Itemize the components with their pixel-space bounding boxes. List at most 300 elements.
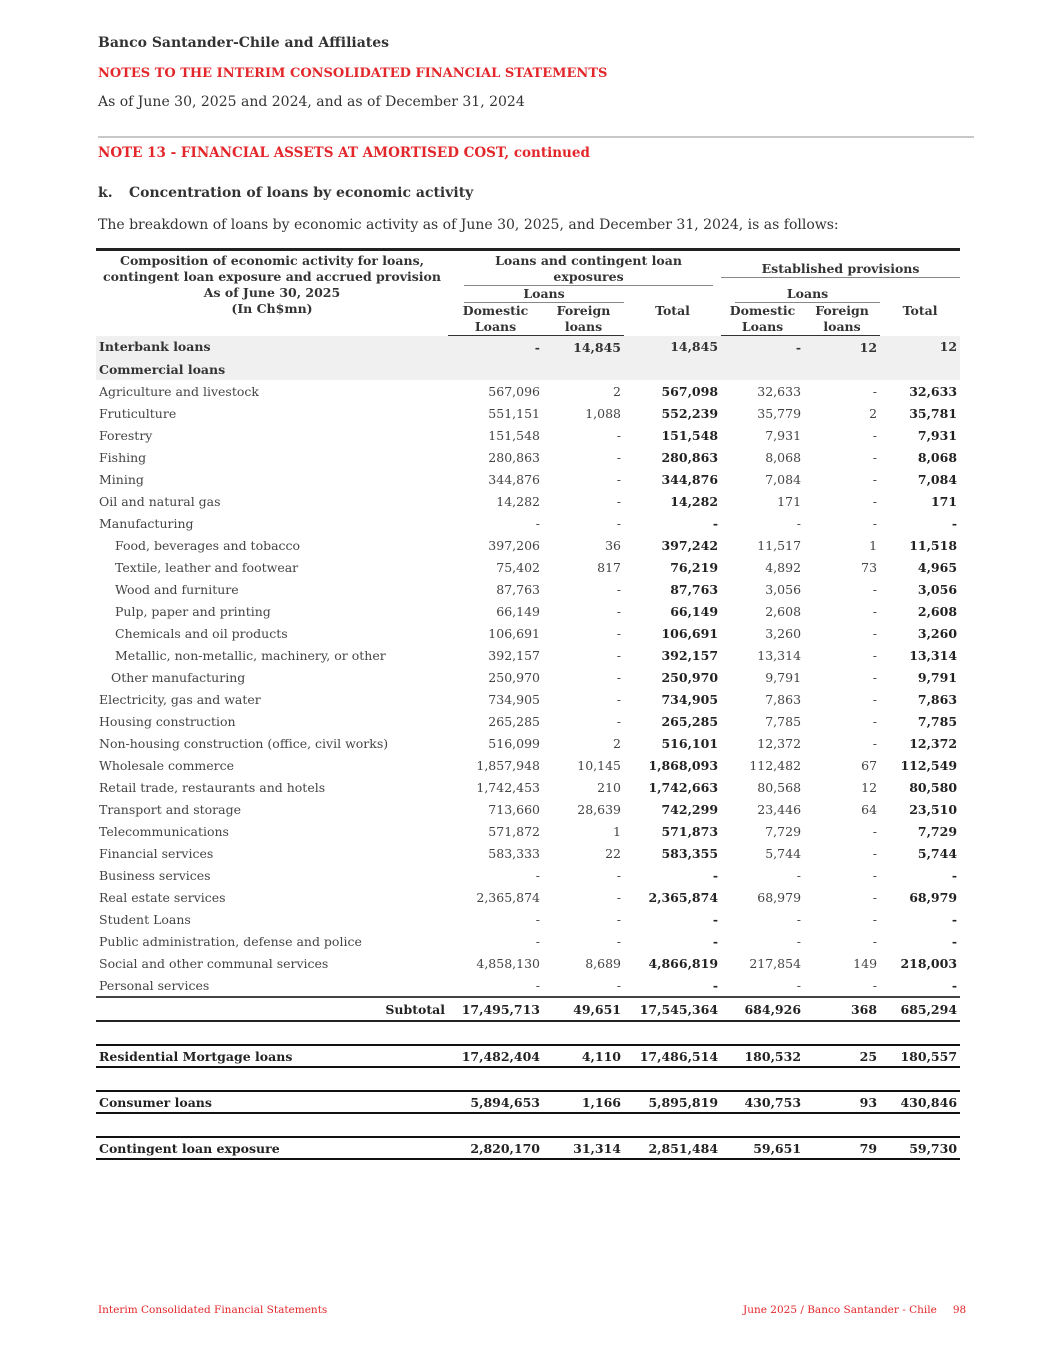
header-line: Foreign <box>815 303 869 318</box>
intro-text: The breakdown of loans by economic activity as of June 30, 2025, and December 31, 2024, is as follows: <box>98 217 839 233</box>
total-cell: 106,691 <box>661 625 719 641</box>
spacer-cell <box>96 1067 960 1091</box>
domestic-loans-cell: 2,365,874 <box>476 889 540 905</box>
table-row <box>96 710 960 732</box>
table-row <box>96 622 960 644</box>
row-label: Pulp, paper and printing <box>115 603 271 619</box>
foreign-loans-cell: 8,689 <box>585 955 621 971</box>
row-label: Electricity, gas and water <box>99 691 261 707</box>
row-label: Fruticulture <box>99 405 177 421</box>
table-row <box>96 820 960 842</box>
row-label: Textile, leather and footwear <box>115 559 299 575</box>
row-label: Residential Mortgage loans <box>96 1045 448 1067</box>
total-cell: 14,845 <box>624 336 721 359</box>
row-label: Student Loans <box>99 911 191 927</box>
provision-foreign-cell: 12 <box>804 336 880 359</box>
provision-domestic-cell: - <box>796 515 802 531</box>
header-line: Domestic <box>729 303 796 318</box>
total-cell: 76,219 <box>670 559 719 575</box>
row-label: Personal services <box>99 977 210 993</box>
provision-foreign-cell: - <box>872 383 878 399</box>
provision-foreign-cell: 73 <box>861 559 878 575</box>
row-label: Public administration, defense and police <box>99 933 362 949</box>
total-cell: 344,876 <box>661 471 719 487</box>
provision-total-cell: 12,372 <box>909 735 958 751</box>
table-row <box>96 600 960 622</box>
provision-total-cell: 4,965 <box>917 559 958 575</box>
label-header-line: contingent loan exposure and accrued provision <box>103 269 441 284</box>
provision-total-cell: 218,003 <box>900 955 958 971</box>
provision-domestic-cell: 8,068 <box>765 449 802 465</box>
row-label: Business services <box>99 867 211 883</box>
section-title: Concentration of loans by economic activity <box>129 185 474 201</box>
provision-total-cell: 7,084 <box>917 471 958 487</box>
foreign-loans-cell: - <box>616 867 621 883</box>
footer-left: Interim Consolidated Financial Statements <box>98 1304 328 1316</box>
domestic-loans-cell: 106,691 <box>488 625 540 641</box>
header-line: loans <box>564 319 603 334</box>
table-row <box>96 578 960 600</box>
total-row <box>96 1091 960 1113</box>
provision-domestic-cell: 3,056 <box>765 581 802 597</box>
provision-foreign-cell: 149 <box>853 955 878 971</box>
domestic-loans-cell: - <box>448 336 543 359</box>
total-cell: 4,866,819 <box>648 955 719 971</box>
foreign-loans-cell: - <box>616 449 621 465</box>
row-label: Agriculture and livestock <box>99 383 259 399</box>
provision-domestic-cell: - <box>796 911 802 927</box>
provision-foreign-cell: - <box>872 603 878 619</box>
foreign-loans-cell: - <box>616 581 621 597</box>
foreign-loans-cell: - <box>616 493 621 509</box>
domestic-loans-cell: 713,660 <box>488 801 540 817</box>
provision-domestic-cell: 23,446 <box>757 801 802 817</box>
total-cell: 17,486,514 <box>624 1045 721 1067</box>
provision-domestic-cell: 59,651 <box>721 1137 804 1159</box>
row-label: Wholesale commerce <box>99 757 235 773</box>
provision-total-cell: 112,549 <box>900 757 958 773</box>
domestic-loans-cell: 392,157 <box>488 647 540 663</box>
provision-total-cell: 7,863 <box>917 691 958 707</box>
table-row <box>96 402 960 424</box>
provision-total-cell: 5,744 <box>917 845 958 861</box>
domestic-loans-cell: 567,096 <box>488 383 540 399</box>
row-label: Chemicals and oil products <box>115 625 288 641</box>
domestic-loans-cell: 2,820,170 <box>448 1137 543 1159</box>
label-column-header <box>96 250 448 336</box>
group-header-loans-exposures: Loans and contingent loan exposures <box>464 253 713 286</box>
provision-total-cell: 430,846 <box>880 1091 960 1113</box>
total-cell: 66,149 <box>670 603 719 619</box>
provision-foreign-cell: 93 <box>804 1091 880 1113</box>
provision-foreign-cell: - <box>872 889 878 905</box>
row-label: Retail trade, restaurants and hotels <box>99 779 326 795</box>
domestic-loans-cell: - <box>535 515 540 531</box>
provision-total-cell: 171 <box>930 493 958 509</box>
provision-total-cell: 7,785 <box>917 713 958 729</box>
domestic-loans-cell: 151,548 <box>488 427 540 443</box>
provision-domestic-cell: 68,979 <box>757 889 802 905</box>
provision-total-cell: 59,730 <box>880 1137 960 1159</box>
provision-foreign-cell: - <box>872 625 878 641</box>
provision-domestic-cell: 112,482 <box>749 757 802 773</box>
table-row <box>96 952 960 974</box>
provision-domestic-cell: - <box>796 867 802 883</box>
provision-domestic-cell: 7,084 <box>765 471 802 487</box>
provision-domestic-cell: 12,372 <box>757 735 802 751</box>
provision-foreign-cell: - <box>872 977 878 993</box>
domestic-loans-cell: 250,970 <box>488 669 540 685</box>
provision-foreign-cell: - <box>872 867 878 883</box>
provision-foreign-cell: - <box>872 449 878 465</box>
provision-domestic-cell: 5,744 <box>765 845 802 861</box>
provision-foreign-cell: 79 <box>804 1137 880 1159</box>
provision-foreign-cell: 67 <box>861 757 878 773</box>
table-row <box>96 358 960 380</box>
provision-total-cell: 3,260 <box>917 625 958 641</box>
provision-total-cell: 13,314 <box>909 647 958 663</box>
provision-domestic-cell: 171 <box>777 493 802 509</box>
total-cell: 2,365,874 <box>648 889 719 905</box>
domestic-loans-cell: 516,099 <box>488 735 540 751</box>
total-cell: 280,863 <box>661 449 719 465</box>
provision-domestic-cell: 80,568 <box>757 779 802 795</box>
provision-foreign-cell: 25 <box>804 1045 880 1067</box>
table-row <box>96 974 960 997</box>
foreign-loans-cell: 2 <box>613 735 621 751</box>
table-row <box>96 446 960 468</box>
provision-domestic-cell: 4,892 <box>765 559 802 575</box>
provision-total-cell: 68,979 <box>909 889 958 905</box>
provision-domestic-cell: 9,791 <box>765 669 802 685</box>
note-title: NOTE 13 - FINANCIAL ASSETS AT AMORTISED COST, continued <box>98 145 590 161</box>
row-label: Other manufacturing <box>111 669 246 685</box>
table-row <box>96 424 960 446</box>
subgroup-header-loans: Loans <box>464 286 624 303</box>
provision-foreign-cell: - <box>872 691 878 707</box>
table-row <box>96 556 960 578</box>
provision-domestic-cell: 180,532 <box>721 1045 804 1067</box>
foreign-loans-cell: - <box>616 515 621 531</box>
domestic-loans-cell: 344,876 <box>488 471 540 487</box>
foreign-loans-cell: 10,145 <box>577 757 621 773</box>
row-label: Oil and natural gas <box>99 493 221 509</box>
foreign-loans-cell: - <box>616 647 621 663</box>
provision-total-cell: 8,068 <box>917 449 958 465</box>
spacer-cell <box>96 1021 960 1045</box>
foreign-loans-cell: 1,088 <box>585 405 621 421</box>
provision-total-cell: 23,510 <box>909 801 958 817</box>
provision-total-cell: 685,294 <box>880 997 960 1021</box>
as-of-date: As of June 30, 2025 and 2024, and as of December 31, 2024 <box>98 94 525 110</box>
total-cell: - <box>712 911 719 927</box>
table-row <box>96 380 960 402</box>
row-label: Forestry <box>99 427 153 443</box>
table-row <box>96 776 960 798</box>
provision-foreign-cell: - <box>872 911 878 927</box>
provision-total-cell: 7,931 <box>917 427 958 443</box>
foreign-loans-cell: - <box>616 713 621 729</box>
row-label: Commercial loans <box>96 358 960 380</box>
table-row <box>96 886 960 908</box>
row-label: Housing construction <box>99 713 236 729</box>
total-cell: 2,851,484 <box>624 1137 721 1159</box>
provision-foreign-cell: - <box>872 515 878 531</box>
row-label: Fishing <box>99 449 147 465</box>
foreign-loans-cell: - <box>616 933 621 949</box>
total-cell: 1,742,663 <box>648 779 719 795</box>
row-label: Financial services <box>99 845 214 861</box>
total-row <box>96 1045 960 1067</box>
footer-title: June 2025 / Banco Santander - Chile <box>743 1304 937 1316</box>
row-label: Food, beverages and tobacco <box>115 537 301 553</box>
domestic-loans-cell: - <box>535 977 540 993</box>
foreign-loans-cell: 1,166 <box>543 1091 624 1113</box>
header-line: Loans <box>474 319 517 334</box>
provision-foreign-cell: 2 <box>869 405 878 421</box>
provision-total-cell: - <box>951 867 958 883</box>
domestic-loans-cell: 1,857,948 <box>476 757 540 773</box>
row-label: Social and other communal services <box>99 955 329 971</box>
domestic-loans-cell: - <box>535 911 540 927</box>
domestic-loans-cell: 280,863 <box>488 449 540 465</box>
provision-foreign-cell: - <box>872 735 878 751</box>
foreign-loans-cell: 28,639 <box>577 801 621 817</box>
provision-foreign-cell: - <box>872 669 878 685</box>
provision-foreign-cell: - <box>872 933 878 949</box>
total-cell: - <box>712 515 719 531</box>
row-label: Transport and storage <box>99 801 241 817</box>
provision-total-cell: 3,056 <box>917 581 958 597</box>
column-header-provision-domestic <box>721 303 804 336</box>
foreign-loans-cell: 4,110 <box>543 1045 624 1067</box>
provision-total-cell: 32,633 <box>909 383 958 399</box>
domestic-loans-cell: 397,206 <box>488 537 540 553</box>
provision-foreign-cell: 1 <box>869 537 878 553</box>
domestic-loans-cell: 583,333 <box>488 845 540 861</box>
total-cell: 5,895,819 <box>624 1091 721 1113</box>
label-header-line: As of June 30, 2025 <box>203 285 341 300</box>
provision-domestic-cell: 11,517 <box>757 537 802 553</box>
provision-domestic-cell: - <box>796 933 802 949</box>
provision-domestic-cell: 7,729 <box>765 823 802 839</box>
provision-foreign-cell: - <box>872 647 878 663</box>
total-cell: 14,282 <box>670 493 719 509</box>
foreign-loans-cell: 2 <box>613 383 621 399</box>
spacer-cell <box>96 1113 960 1137</box>
total-cell: 397,242 <box>661 537 719 553</box>
column-header-provision-total: Total <box>902 302 938 318</box>
domestic-loans-cell: 5,894,653 <box>448 1091 543 1113</box>
domestic-loans-cell: 17,495,713 <box>448 997 543 1021</box>
domestic-loans-cell: 75,402 <box>496 559 540 575</box>
provision-foreign-cell: - <box>872 581 878 597</box>
foreign-loans-cell: - <box>616 977 621 993</box>
domestic-loans-cell: 17,482,404 <box>448 1045 543 1067</box>
provision-total-cell: - <box>951 977 958 993</box>
total-cell: 583,355 <box>661 845 719 861</box>
domestic-loans-cell: 551,151 <box>488 405 540 421</box>
foreign-loans-cell: - <box>616 603 621 619</box>
table-row <box>96 908 960 930</box>
spacer-row <box>96 1113 960 1137</box>
row-label: Manufacturing <box>99 515 194 531</box>
table-row <box>96 534 960 556</box>
row-label: Mining <box>99 471 144 487</box>
provision-foreign-cell: - <box>872 713 878 729</box>
spacer-row <box>96 1067 960 1091</box>
table-row <box>96 732 960 754</box>
provision-domestic-cell: 2,608 <box>765 603 802 619</box>
table-row <box>96 644 960 666</box>
row-label: Metallic, non-metallic, machinery, or other <box>115 647 386 663</box>
table-row <box>96 842 960 864</box>
spacer-row <box>96 1021 960 1045</box>
table-row <box>96 666 960 688</box>
domestic-loans-cell: 66,149 <box>496 603 540 619</box>
foreign-loans-cell: 1 <box>613 823 621 839</box>
provision-total-cell: 12 <box>880 336 960 359</box>
table-row <box>96 688 960 710</box>
table-row <box>96 798 960 820</box>
domestic-loans-cell: - <box>535 933 540 949</box>
loans-by-economic-activity-table <box>96 248 960 1160</box>
notes-title: NOTES TO THE INTERIM CONSOLIDATED FINANCIAL STATEMENTS <box>98 66 608 81</box>
domestic-loans-cell: 734,905 <box>488 691 540 707</box>
provision-total-cell: 9,791 <box>917 669 958 685</box>
provision-domestic-cell: 35,779 <box>757 405 802 421</box>
domestic-loans-cell: 571,872 <box>488 823 540 839</box>
foreign-loans-cell: - <box>616 625 621 641</box>
table-row <box>96 864 960 886</box>
foreign-loans-cell: - <box>616 669 621 685</box>
foreign-loans-cell: 14,845 <box>543 336 624 359</box>
section-heading <box>98 185 473 201</box>
provision-foreign-cell: - <box>872 427 878 443</box>
provision-foreign-cell: - <box>872 845 878 861</box>
total-cell: 151,548 <box>661 427 719 443</box>
row-label: Contingent loan exposure <box>96 1137 448 1159</box>
total-cell: 571,873 <box>661 823 719 839</box>
total-cell: - <box>712 867 719 883</box>
domestic-loans-cell: - <box>535 867 540 883</box>
foreign-loans-cell: 817 <box>597 559 621 575</box>
provision-foreign-cell: - <box>872 471 878 487</box>
total-cell: - <box>712 933 719 949</box>
provision-domestic-cell: 7,785 <box>765 713 802 729</box>
provision-total-cell: - <box>951 515 958 531</box>
foreign-loans-cell: - <box>616 691 621 707</box>
table-body <box>96 336 960 1160</box>
section-letter: k. <box>98 185 113 201</box>
provision-domestic-cell: 7,863 <box>765 691 802 707</box>
foreign-loans-cell: 31,314 <box>543 1137 624 1159</box>
provision-domestic-cell: 32,633 <box>757 383 802 399</box>
provision-domestic-cell: 217,854 <box>749 955 802 971</box>
total-cell: 567,098 <box>661 383 719 399</box>
table-row <box>96 930 960 952</box>
provision-total-cell: - <box>951 911 958 927</box>
total-cell: 742,299 <box>661 801 719 817</box>
total-cell: 1,868,093 <box>648 757 719 773</box>
total-cell: 392,157 <box>661 647 719 663</box>
provision-total-cell: 2,608 <box>917 603 958 619</box>
total-row <box>96 1137 960 1159</box>
header-line: Domestic <box>462 303 529 318</box>
provision-total-cell: 35,781 <box>909 405 958 421</box>
table-row <box>96 512 960 534</box>
provision-domestic-cell: 7,931 <box>765 427 802 443</box>
total-cell: 265,285 <box>661 713 719 729</box>
header-line: Foreign <box>556 303 611 318</box>
total-cell: 17,545,364 <box>624 997 721 1021</box>
provision-foreign-cell: 368 <box>804 997 880 1021</box>
header-line: loans <box>823 319 861 334</box>
row-label: Non-housing construction (office, civil works) <box>99 735 389 751</box>
row-label: Consumer loans <box>96 1091 448 1113</box>
row-label: Wood and furniture <box>115 581 239 597</box>
provision-foreign-cell: 64 <box>861 801 878 817</box>
foreign-loans-cell: 22 <box>605 845 621 861</box>
domestic-loans-cell: 1,742,453 <box>476 779 540 795</box>
foreign-loans-cell: - <box>616 471 621 487</box>
domestic-loans-cell: 14,282 <box>496 493 540 509</box>
foreign-loans-cell: - <box>616 427 621 443</box>
foreign-loans-cell: 210 <box>597 779 621 795</box>
provision-domestic-cell: - <box>796 977 802 993</box>
total-cell: 87,763 <box>670 581 719 597</box>
total-cell: 552,239 <box>661 405 719 421</box>
row-label: Subtotal <box>96 997 448 1021</box>
total-cell: 734,905 <box>661 691 719 707</box>
total-cell: 250,970 <box>661 669 719 685</box>
row-label: Telecommunications <box>99 823 229 839</box>
table-row <box>96 468 960 490</box>
provision-foreign-cell: - <box>872 493 878 509</box>
provision-total-cell: 180,557 <box>880 1045 960 1067</box>
row-label: Real estate services <box>99 889 226 905</box>
domestic-loans-cell: 4,858,130 <box>476 955 540 971</box>
column-header-provision-foreign <box>804 303 880 336</box>
provision-domestic-cell: 13,314 <box>757 647 802 663</box>
foreign-loans-cell: - <box>616 889 621 905</box>
provision-total-cell: 7,729 <box>917 823 958 839</box>
provision-total-cell: 80,580 <box>909 779 958 795</box>
foreign-loans-cell: 36 <box>605 537 621 553</box>
table-row <box>96 754 960 776</box>
provision-domestic-cell: 430,753 <box>721 1091 804 1113</box>
label-header-line: (In Ch$mn) <box>231 301 313 316</box>
row-label: Interbank loans <box>96 336 448 359</box>
column-header-domestic <box>448 303 543 336</box>
foreign-loans-cell: - <box>616 911 621 927</box>
domestic-loans-cell: 87,763 <box>496 581 540 597</box>
header-line: Loans <box>741 319 784 334</box>
page-number: 98 <box>952 1304 967 1316</box>
provision-total-cell: 11,518 <box>909 537 958 553</box>
provision-domestic-cell: - <box>721 336 804 359</box>
provision-domestic-cell: 3,260 <box>765 625 802 641</box>
domestic-loans-cell: 265,285 <box>488 713 540 729</box>
footer-right <box>743 1304 966 1316</box>
subtotal-row <box>96 997 960 1021</box>
column-header-total: Total <box>655 302 690 318</box>
header-divider <box>98 136 974 138</box>
label-header-line: Composition of economic activity for loans, <box>120 253 424 268</box>
total-cell: - <box>712 977 719 993</box>
company-name: Banco Santander-Chile and Affiliates <box>98 35 390 51</box>
provision-domestic-cell: 684,926 <box>721 997 804 1021</box>
